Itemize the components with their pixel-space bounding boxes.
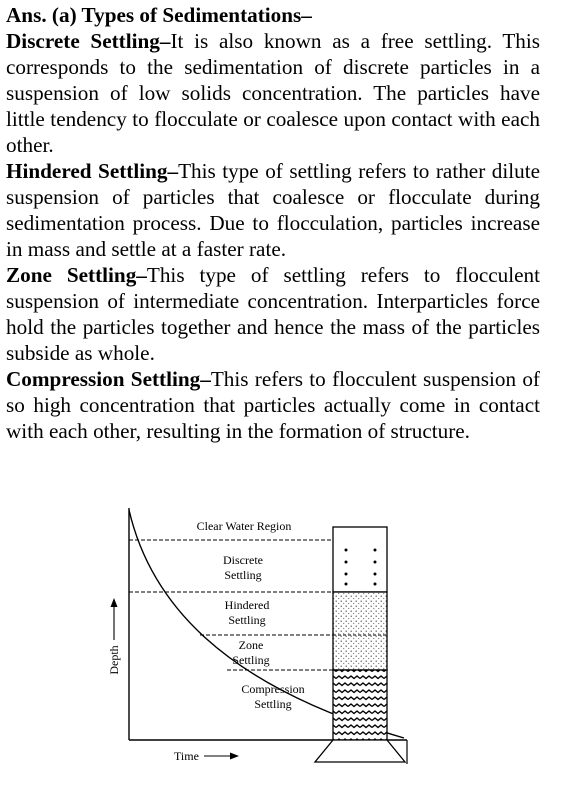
axis-label-time: Time — [174, 749, 199, 763]
settling-zones-figure — [0, 500, 566, 785]
term-discrete: Discrete Settling– — [6, 29, 171, 53]
axis-label-depth: Depth — [107, 645, 121, 675]
term-hindered: Hindered Settling– — [6, 159, 179, 183]
desc-compression: This refers to flocculent suspension of so high concentration that particles actually come in contact with each other, resulting in the formation of structure. — [6, 367, 540, 443]
paragraph-compression — [6, 366, 540, 444]
label-zone-2: Settling — [232, 653, 270, 667]
answer-heading: Ans. (a) Types of Sedimentations– — [6, 3, 312, 27]
paragraph-discrete — [6, 28, 540, 158]
settling-column — [333, 527, 387, 740]
label-hindered-1: Hindered — [224, 598, 270, 612]
label-hindered-2: Settling — [228, 613, 266, 627]
label-zone-1: Zone — [238, 638, 264, 652]
label-clear-water: Clear Water Region — [196, 519, 292, 533]
paragraph-zone — [6, 262, 540, 366]
answer-text — [6, 2, 540, 444]
time-arrowhead — [230, 753, 239, 760]
term-compression: Compression Settling– — [6, 367, 211, 391]
desc-zone: This type of settling refers to flocculent suspension of intermediate concentration. Interparticles force hold the particles together and hence the mass of the particles subside as whole. — [6, 263, 540, 365]
desc-hindered: This type of settling refers to rather dilute suspension of particles that coalesce or flocculate during sedimentation process. Due to flocculation, particles increase in mass and settle at a faster rate. — [6, 159, 540, 261]
depth-arrowhead — [111, 598, 118, 607]
label-discrete-2: Settling — [224, 568, 262, 582]
desc-discrete: It is also known as a free settling. This corresponds to the sedimentation of discrete particles in a suspension of low solids concentration. The particles have little tendency to flocculate or coalesce upon contact with each other. — [6, 29, 540, 157]
column-base — [315, 740, 405, 762]
term-zone: Zone Settling– — [6, 263, 147, 287]
label-compression-1: Compression — [241, 682, 305, 696]
paragraph-hindered — [6, 158, 540, 262]
label-compression-2: Settling — [254, 697, 292, 711]
label-discrete-1: Discrete — [223, 553, 263, 567]
